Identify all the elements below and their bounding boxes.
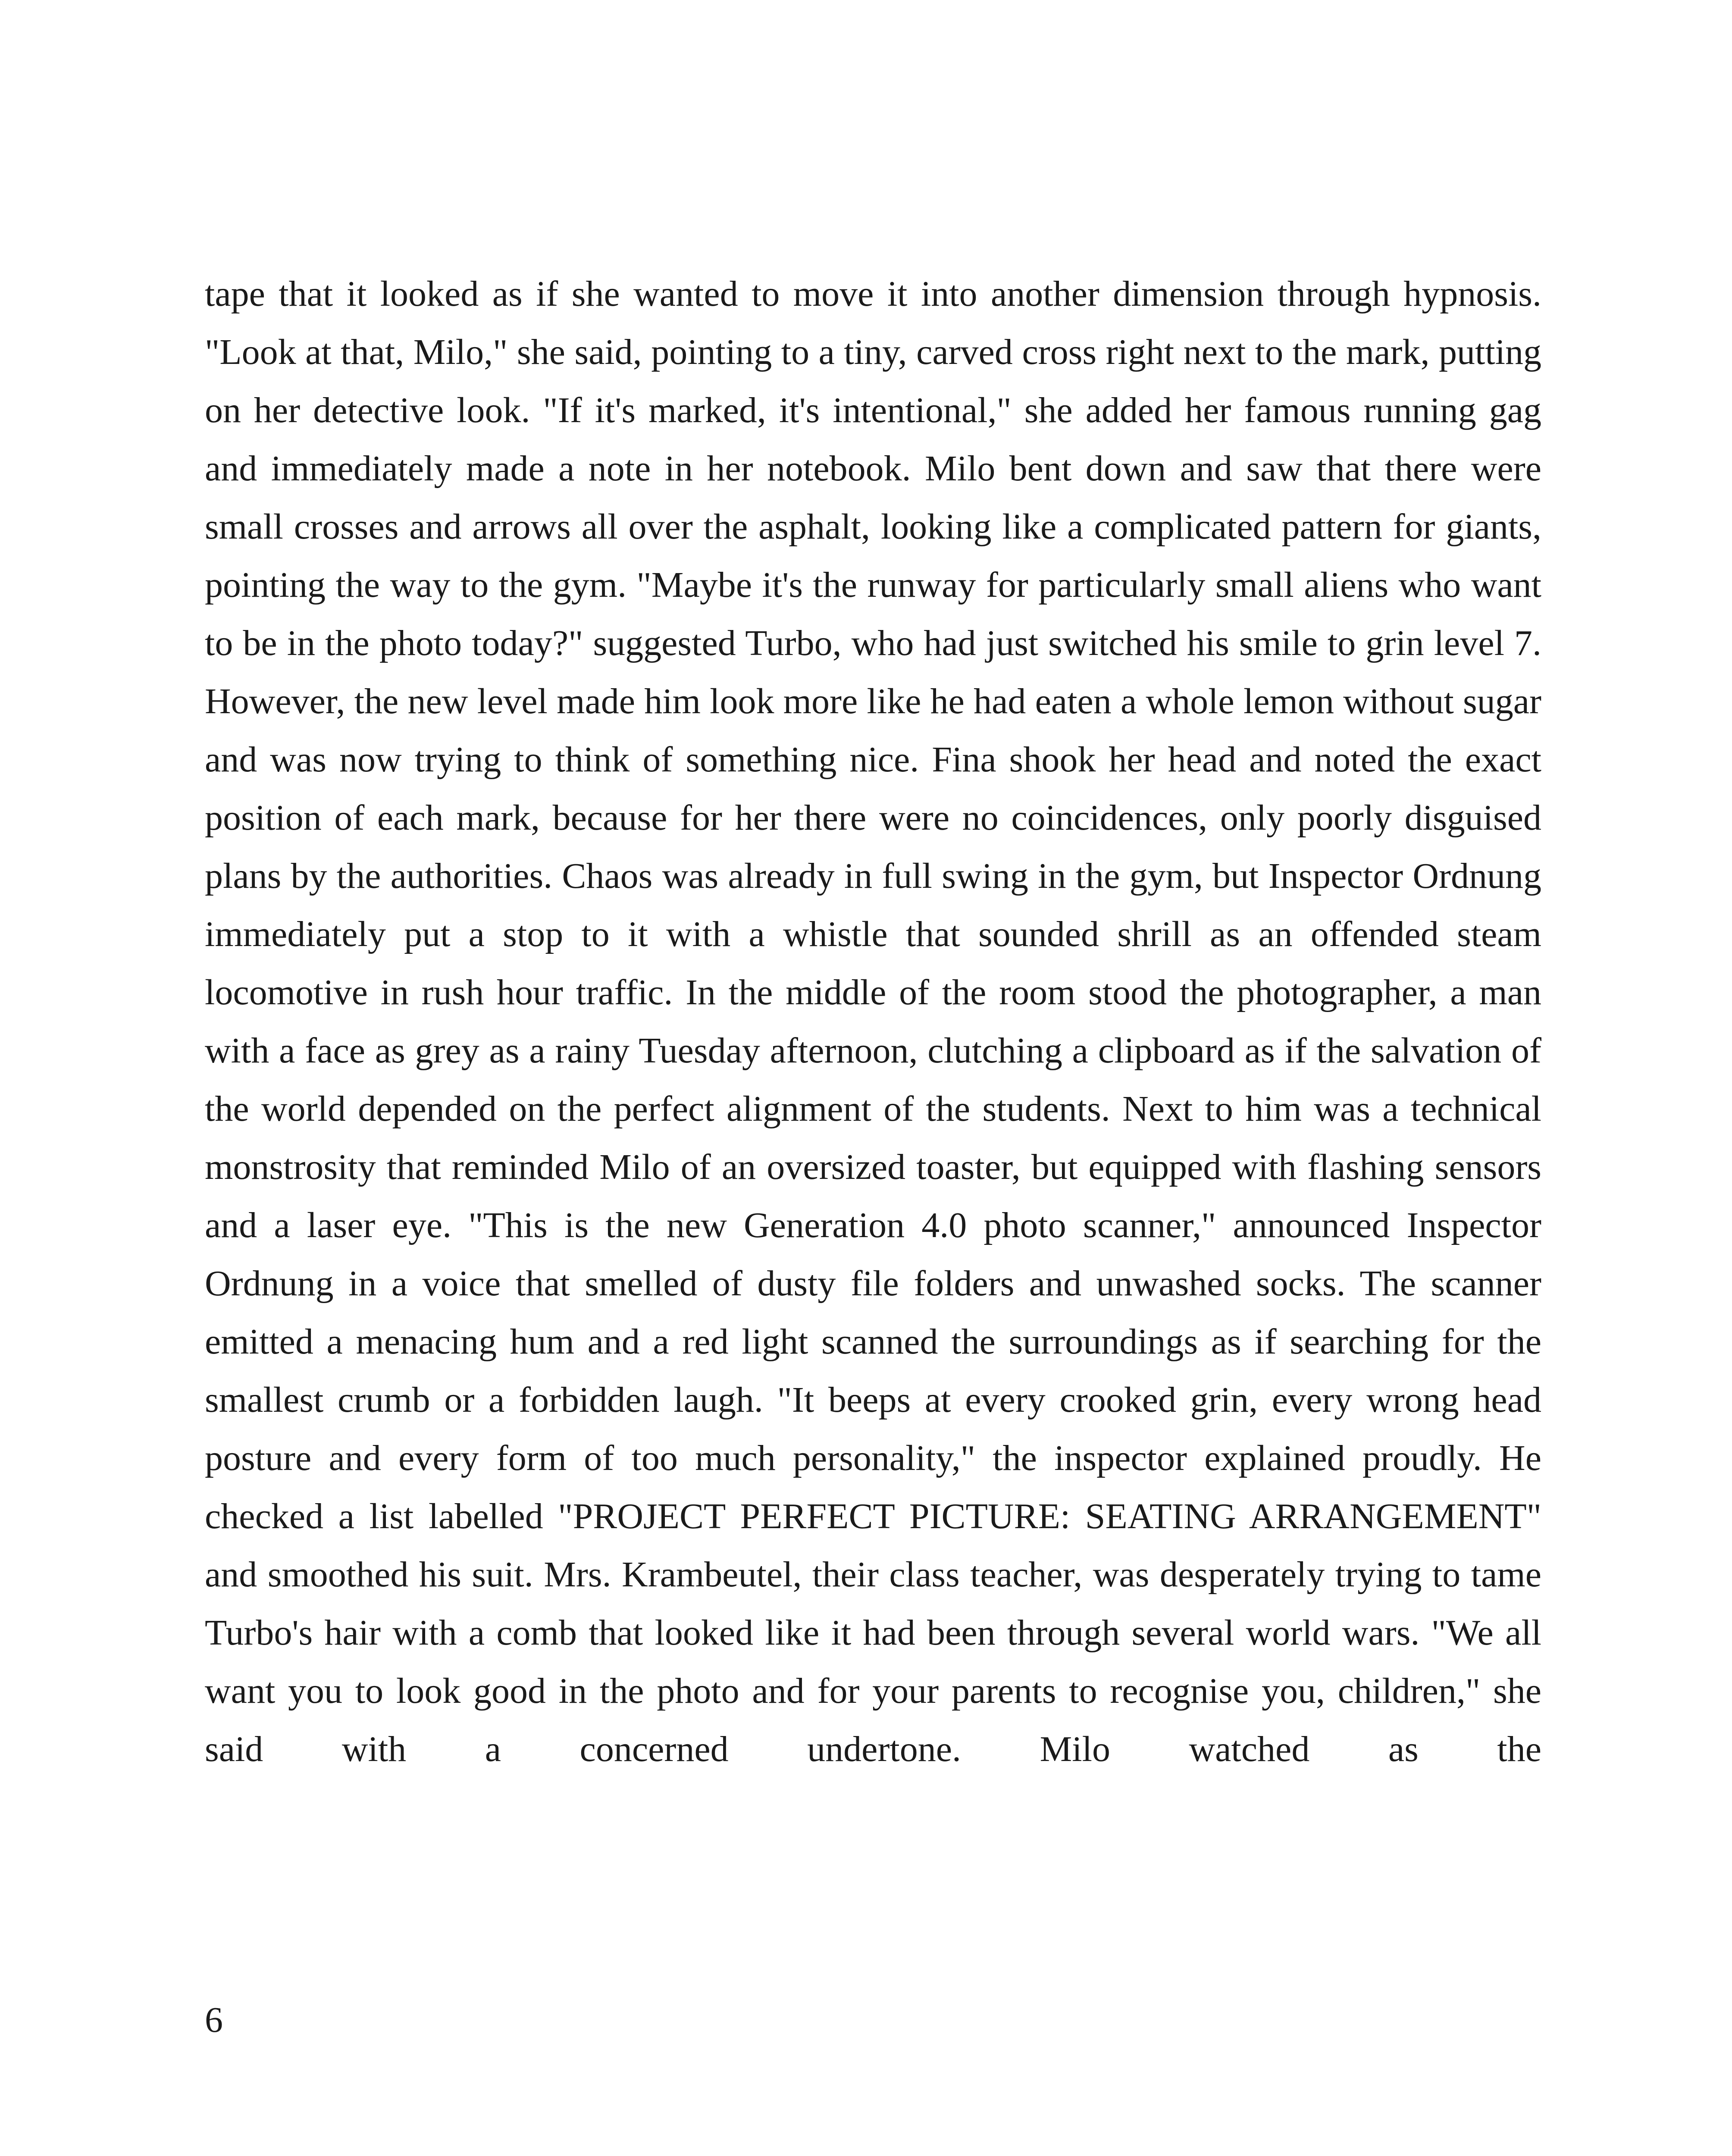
page-number: 6	[205, 2000, 223, 2040]
body-paragraph: tape that it looked as if she wanted to move it into another dimension through hypnosis. "Look at that, Milo," she said, pointing to a tiny, carved cross right next to the mark, putting on her detective look. "If it's marked, it's intentional," she added her famous running gag and immediately made a note in her notebook. Milo bent down and saw that there were small crosses and arrows all over the asphalt, looking like a complicated pattern for giants, pointing the way to the gym. "Maybe it's the runway for particularly small aliens who want to be in the photo today?" suggested Turbo, who had just switched his smile to grin level 7. However, the new level made him look more like he had eaten a whole lemon without sugar and was now trying to think of something nice. Fina shook her head and noted the exact position of each mark, because for her there were no coincidences, only poorly disguised plans by the authorities. Chaos was already in full swing in the gym, but Inspector Ordnung immediately put a stop to it with a whistle that sounded shrill as an offended steam locomotive in rush hour traffic. In the middle of the room stood the photographer, a man with a face as grey as a rainy Tuesday afternoon, clutching a clipboard as if the salvation of the world depended on the perfect alignment of the students. Next to him was a technical monstrosity that reminded Milo of an oversized toaster, but equipped with flashing sensors and a laser eye. "This is the new Generation 4.0 photo scanner," announced Inspector Ordnung in a voice that smelled of dusty file folders and unwashed socks. The scanner emitted a menacing hum and a red light scanned the surroundings as if searching for the smallest crumb or a forbidden laugh. "It beeps at every crooked grin, every wrong head posture and every form of too much personality," the inspector explained proudly. He checked a list labelled "PROJECT PERFECT PICTURE: SEATING ARRANGEMENT" and smoothed his suit. Mrs. Krambeutel, their class teacher, was desperately trying to tame Turbo's hair with a comb that looked like it had been through several world wars. "We all want you to look good in the photo and for your parents to recognise you, children," she said with a concerned undertone. Milo watched as the	[205, 274, 1541, 1769]
